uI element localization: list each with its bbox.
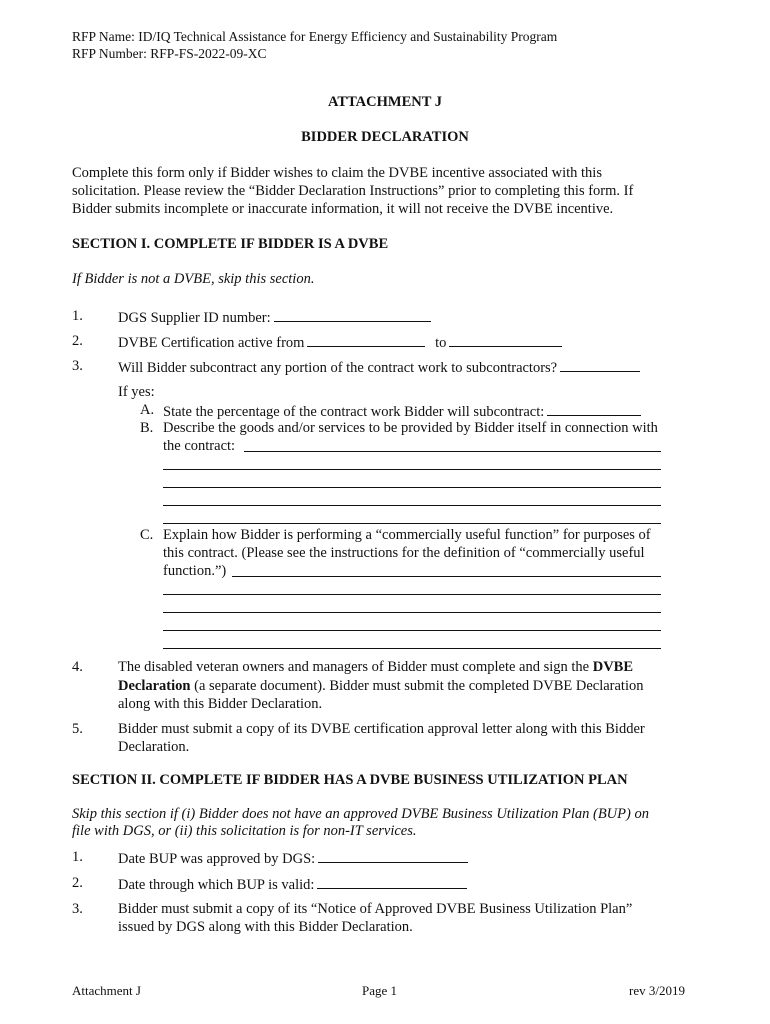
commercial-function-field-line-1[interactable] — [232, 576, 661, 577]
s1-item-2-to-label: to — [435, 335, 447, 351]
intro-line-3: Bidder submits incomplete or inaccurate information, it will not receive the DVBE incentive. — [72, 201, 614, 217]
s2-item-3-line-1: Bidder must submit a copy of its “Notice of Approved DVBE Business Utilization Plan” — [118, 901, 633, 917]
subcontract-percentage-field[interactable] — [547, 401, 641, 416]
commercial-function-field-line-2[interactable] — [163, 594, 661, 595]
s1-item-4-number: 4. — [72, 659, 83, 675]
rfp-number: RFP Number: RFP-FS-2022-09-XC — [72, 46, 267, 61]
goods-services-field-line-2[interactable] — [163, 469, 661, 470]
section-2-title: SECTION II. COMPLETE IF BIDDER HAS A DVBE BUSINESS UTILIZATION PLAN — [72, 772, 628, 788]
s2-item-1 — [118, 848, 468, 868]
sub-c-letter: C. — [140, 527, 154, 543]
section-1-title: SECTION I. COMPLETE IF BIDDER IS A DVBE — [72, 236, 389, 252]
s1-item-5-number: 5. — [72, 721, 83, 737]
rfp-name: RFP Name: ID/IQ Technical Assistance for Energy Efficiency and Sustainability Program — [72, 29, 558, 44]
s1-item-4-bold-2: Declaration — [118, 678, 191, 694]
sub-b-line-1: Describe the goods and/or services to be provided by Bidder itself in connection with — [163, 420, 658, 436]
s1-item-2-number: 2. — [72, 333, 83, 349]
footer-attachment: Attachment J — [72, 983, 141, 998]
s1-item-2 — [118, 332, 562, 352]
s1-item-5-line-2: Declaration. — [118, 739, 190, 755]
sub-a-label: State the percentage of the contract work Bidder will subcontract: — [163, 404, 545, 420]
footer-revision: rev 3/2019 — [629, 983, 685, 998]
s1-item-3-number: 3. — [72, 358, 83, 374]
intro-line-2: solicitation. Please review the “Bidder Declaration Instructions” prior to completing this form. If — [72, 183, 634, 199]
s1-item-4-line-1 — [118, 658, 633, 676]
attachment-title: ATTACHMENT J — [328, 94, 442, 110]
s2-item-2 — [118, 874, 467, 894]
s1-item-1-number: 1. — [72, 308, 83, 324]
sub-a — [163, 401, 641, 421]
sub-c-line-3: function.”) — [163, 563, 227, 579]
bup-valid-through-field[interactable] — [317, 874, 467, 889]
s2-item-1-label: Date BUP was approved by DGS: — [118, 851, 316, 867]
goods-services-field-line-3[interactable] — [163, 487, 661, 488]
certification-to-field[interactable] — [449, 332, 562, 347]
sub-a-letter: A. — [140, 402, 155, 418]
section-2-skip-line-2: file with DGS, or (ii) this solicitation is for non-IT services. — [72, 823, 417, 839]
s1-item-1-label: DGS Supplier ID number: — [118, 310, 271, 326]
s1-item-4-bold-1: DVBE — [592, 659, 634, 675]
intro-line-1: Complete this form only if Bidder wishes to claim the DVBE incentive associated with this — [72, 165, 602, 181]
sub-c-line-2: this contract. (Please see the instructions for the definition of “commercially useful — [163, 545, 645, 561]
s1-item-4-line-2 — [118, 677, 643, 695]
declaration-title: BIDDER DECLARATION — [301, 129, 469, 145]
s1-item-3-label: Will Bidder subcontract any portion of the contract work to subcontractors? — [118, 360, 558, 376]
s1-item-4-text-2: (a separate document). Bidder must submit the completed DVBE Declaration — [190, 678, 644, 694]
s1-item-4-text-1: The disabled veteran owners and managers of Bidder must complete and sign the — [118, 659, 593, 675]
s1-item-4-line-3: along with this Bidder Declaration. — [118, 696, 323, 712]
supplier-id-field[interactable] — [274, 307, 431, 322]
commercial-function-field-line-3[interactable] — [163, 612, 661, 613]
certification-from-field[interactable] — [307, 332, 425, 347]
s1-item-2-label: DVBE Certification active from — [118, 335, 305, 351]
s1-item-1 — [118, 307, 431, 327]
goods-services-field-line-5[interactable] — [163, 523, 661, 524]
section-1-skip-note: If Bidder is not a DVBE, skip this section. — [72, 271, 315, 287]
s2-item-1-number: 1. — [72, 849, 83, 865]
bup-approved-date-field[interactable] — [318, 848, 468, 863]
sub-b-line-2: the contract: — [163, 438, 236, 454]
s2-item-2-label: Date through which BUP is valid: — [118, 877, 315, 893]
s1-item-3 — [118, 357, 640, 377]
sub-c-line-1: Explain how Bidder is performing a “commercially useful function” for purposes of — [163, 527, 651, 543]
s1-item-5-line-1: Bidder must submit a copy of its DVBE certification approval letter along with this Bidder — [118, 721, 645, 737]
goods-services-field-line-4[interactable] — [163, 505, 661, 506]
footer-page-number: Page 1 — [362, 983, 398, 998]
s2-item-3-number: 3. — [72, 901, 83, 917]
if-yes-label: If yes: — [118, 384, 155, 400]
s2-item-2-number: 2. — [72, 875, 83, 891]
commercial-function-field-line-5[interactable] — [163, 648, 661, 649]
s2-item-3-line-2: issued by DGS along with this Bidder Declaration. — [118, 919, 413, 935]
goods-services-field-line-1[interactable] — [244, 451, 661, 452]
subcontract-field[interactable] — [560, 357, 640, 372]
section-2-skip-line-1: Skip this section if (i) Bidder does not have an approved DVBE Business Utilization Plan (BUP) on — [72, 806, 649, 822]
sub-b-letter: B. — [140, 420, 154, 436]
commercial-function-field-line-4[interactable] — [163, 630, 661, 631]
